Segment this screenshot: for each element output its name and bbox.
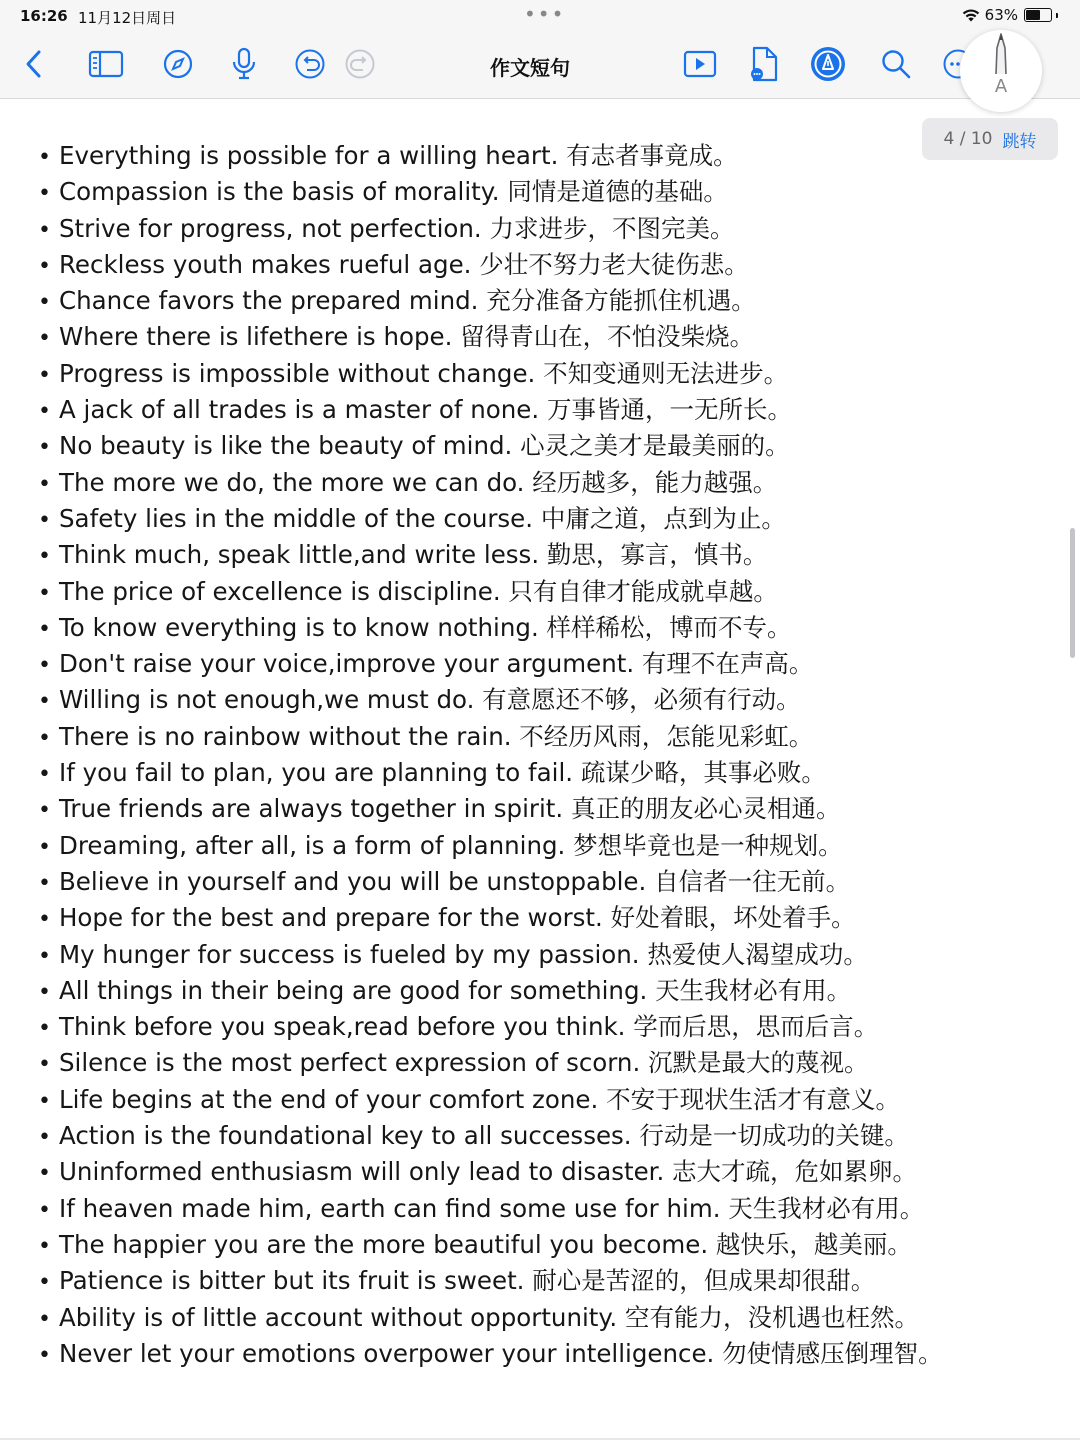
bullet: •: [38, 1161, 51, 1187]
bullet: •: [38, 1342, 51, 1368]
list-item-text: Chance favors the prepared mind. 充分准备方能抓住机遇。: [59, 286, 756, 316]
bullet: •: [38, 1270, 51, 1296]
bullet: •: [38, 1052, 51, 1078]
bullet: •: [38, 653, 51, 679]
bullet: •: [38, 762, 51, 788]
list-item-text: The price of excellence is discipline. 只有自律才能成就卓越。: [59, 576, 778, 606]
list-item-text: Believe in yourself and you will be unstoppable. 自信者一往无前。: [59, 866, 851, 896]
list-item-text: A jack of all trades is a master of none. 万事皆通，一无所长。: [59, 395, 792, 425]
list-item: [38, 828, 1038, 864]
list-item-text: All things in their being are good for something. 天生我材必有用。: [59, 975, 852, 1005]
list-item: [38, 1082, 1038, 1118]
list-item: [38, 319, 1038, 355]
redo-icon[interactable]: [342, 46, 378, 82]
bullet: •: [38, 943, 51, 969]
list-item: [38, 791, 1038, 827]
list-item-text: No beauty is like the beauty of mind. 心灵之美才是最美丽的。: [59, 431, 790, 461]
bullet: •: [38, 1306, 51, 1332]
jump-button[interactable]: 跳转: [1002, 131, 1037, 152]
list-item: [38, 1009, 1038, 1045]
bullet: •: [38, 217, 51, 243]
pen-tool-icon[interactable]: [810, 46, 846, 82]
status-indicators: [961, 6, 1058, 24]
bullet: •: [38, 1016, 51, 1042]
bullet: •: [38, 1197, 51, 1223]
microphone-icon[interactable]: [226, 46, 262, 82]
list-item: [38, 719, 1038, 755]
list-item-text: Compassion is the basis of morality. 同情是道德的基础。: [59, 177, 728, 207]
list-item: [38, 465, 1038, 501]
list-item: [38, 574, 1038, 610]
toolbar: [0, 32, 1080, 99]
compass-icon[interactable]: [160, 46, 196, 82]
list-item: [38, 537, 1038, 573]
bullet: •: [38, 326, 51, 352]
multitasking-dots[interactable]: •••: [524, 2, 566, 26]
bullet: •: [38, 399, 51, 425]
list-item: [38, 211, 1038, 247]
list-item-text: Life begins at the end of your comfort zone. 不安于现状生活才有意义。: [59, 1084, 901, 1114]
list-item: [38, 755, 1038, 791]
bullet: •: [38, 979, 51, 1005]
list-item: [38, 1191, 1038, 1227]
list-item: [38, 138, 1038, 174]
list-item: [38, 973, 1038, 1009]
bullet: •: [38, 870, 51, 896]
apple-pencil-indicator: [960, 30, 1042, 112]
bullet: •: [38, 471, 51, 497]
pencil-label: A: [994, 76, 1008, 97]
status-date: 11月12日周日: [78, 9, 177, 27]
list-item-text: My hunger for success is fueled by my passion. 热爱使人渴望成功。: [59, 939, 868, 969]
list-item-text: True friends are always together in spirit. 真正的朋友必心灵相通。: [59, 794, 841, 824]
battery-icon: [1024, 8, 1052, 22]
list-item-text: Hope for the best and prepare for the worst. 好处着眼，坏处着手。: [59, 903, 856, 933]
list-item-text: Uninformed enthusiasm will only lead to disaster. 志大才疏，危如累卵。: [59, 1157, 918, 1187]
status-time: 16:26: [20, 7, 68, 25]
list-item: [38, 682, 1038, 718]
undo-icon[interactable]: [292, 46, 328, 82]
bullet: •: [38, 798, 51, 824]
list-item-text: Think before you speak,read before you think. 学而后思，思而后言。: [59, 1012, 879, 1042]
list-item-text: The more we do, the more we can do. 经历越多，能力越强。: [59, 467, 778, 497]
list-item-text: Patience is bitter but its fruit is sweet. 耐心是苦涩的，但成果却很甜。: [59, 1266, 876, 1296]
list-item-text: Safety lies in the middle of the course. 中庸之道，点到为止。: [59, 503, 786, 533]
search-icon[interactable]: [878, 46, 914, 82]
list-item: [38, 283, 1038, 319]
wifi-icon: [961, 7, 981, 23]
list-item: [38, 247, 1038, 283]
bullet: •: [38, 145, 51, 170]
list-item-text: Willing is not enough,we must do. 有意愿还不够，必须有行动。: [59, 685, 801, 715]
bullet: •: [38, 725, 51, 751]
bullet: •: [38, 362, 51, 388]
list-item: [38, 1227, 1038, 1263]
bullet: •: [38, 1233, 51, 1259]
list-item: [38, 937, 1038, 973]
bullet: •: [38, 907, 51, 933]
list-item: [38, 1300, 1038, 1336]
list-item: [38, 1336, 1038, 1372]
list-item-text: Progress is impossible without change. 不知变通则无法进步。: [59, 358, 789, 388]
list-item-text: To know everything is to know nothing. 样样稀松，博而不专。: [59, 612, 792, 642]
battery-level: [1026, 10, 1040, 20]
list-item-text: Where there is lifethere is hope. 留得青山在，不怕没柴烧。: [59, 322, 755, 352]
list-item-text: Dreaming, after all, is a form of planning. 梦想毕竟也是一种规划。: [59, 830, 843, 860]
scrollbar[interactable]: [1070, 528, 1075, 658]
list-item: [38, 646, 1038, 682]
list-item-text: Everything is possible for a willing heart. 有志者事竟成。: [59, 141, 738, 170]
list-item: [38, 610, 1038, 646]
page-number: 4 / 10: [943, 129, 993, 149]
list-item-text: Never let your emotions overpower your intelligence. 勿使情感压倒理智。: [59, 1338, 943, 1368]
list-item: [38, 864, 1038, 900]
list-item: [38, 392, 1038, 428]
bullet: •: [38, 290, 51, 316]
list-item-text: If heaven made him, earth can find some use for him. 天生我材必有用。: [59, 1193, 925, 1223]
pencil-icon: [960, 30, 1042, 80]
list-item: [38, 428, 1038, 464]
bullet: •: [38, 834, 51, 860]
bullet: •: [38, 253, 51, 279]
bullet: •: [38, 507, 51, 533]
bullet: •: [38, 435, 51, 461]
list-item-text: Don't raise your voice,improve your argument. 有理不在声高。: [59, 649, 814, 679]
sidebar-icon[interactable]: [88, 46, 124, 82]
play-icon[interactable]: [682, 46, 718, 82]
bullet: •: [38, 181, 51, 207]
bullet: •: [38, 689, 51, 715]
document-title: 作文短句: [490, 56, 570, 80]
list-item-text: The happier you are the more beautiful you become. 越快乐，越美丽。: [59, 1229, 912, 1259]
list-item-text: Ability is of little account without opportunity. 空有能力，没机遇也枉然。: [59, 1302, 919, 1332]
bullet: •: [38, 1088, 51, 1114]
list-item: [38, 1154, 1038, 1190]
bullet: •: [38, 616, 51, 642]
list-item: [38, 501, 1038, 537]
list-item-text: Strive for progress, not perfection. 力求进步，不图完美。: [59, 213, 735, 243]
list-item: [38, 1045, 1038, 1081]
list-item-text: If you fail to plan, you are planning to fail. 疏谋少略，其事必败。: [59, 758, 826, 788]
list-item-text: Silence is the most perfect expression of scorn. 沉默是最大的蔑视。: [59, 1048, 869, 1078]
list-item: [38, 174, 1038, 210]
list-item-text: Reckless youth makes rueful age. 少壮不努力老大徒伤悲。: [59, 249, 749, 279]
list-item-text: There is no rainbow without the rain. 不经历风雨，怎能见彩虹。: [59, 721, 814, 751]
bullet: •: [38, 544, 51, 570]
list-item: [38, 900, 1038, 936]
list-item-text: Think much, speak little,and write less. 勤思，寡言，慎书。: [59, 540, 768, 570]
document-content: [38, 138, 1038, 1372]
list-item-text: Action is the foundational key to all successes. 行动是一切成功的关键。: [59, 1121, 909, 1151]
back-icon[interactable]: [16, 46, 52, 82]
list-item: [38, 1118, 1038, 1154]
list-item: [38, 356, 1038, 392]
battery-percent: 63%: [984, 6, 1018, 24]
list-item: [38, 1263, 1038, 1299]
bullet: •: [38, 580, 51, 606]
bullet: •: [38, 1125, 51, 1151]
share-document-icon[interactable]: [746, 46, 782, 82]
status-bar: [0, 0, 1080, 32]
battery-tip: [1056, 13, 1058, 18]
